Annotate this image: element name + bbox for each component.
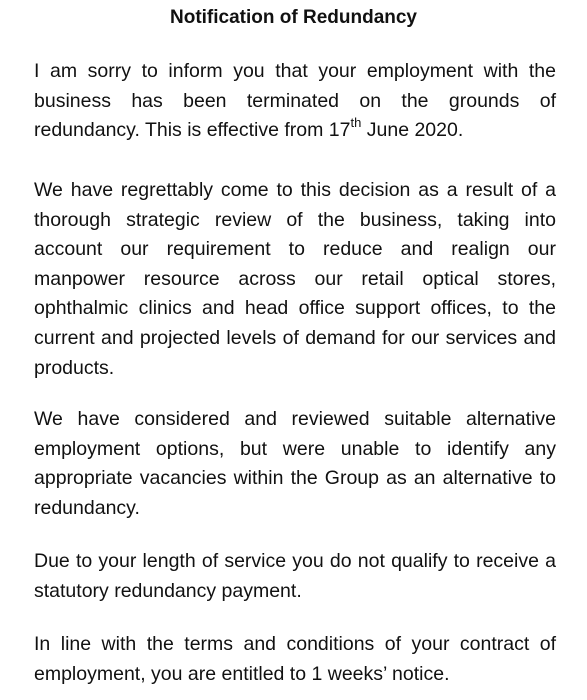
paragraph-notice: In line with the terms and conditions of your contract of employment, you are entitled to 1 weeks’ notice.: [34, 633, 556, 685]
paragraph-decision: We have regrettably come to this decision as a result of a thorough strategic review of the business, taking into account our requirement to reduce and realign our manpower resource across our retail optical stores, ophthalmic clinics and head office support offices, to the current and projected levels of demand for our services and products.: [34, 179, 556, 379]
document-title: Notification of Redundancy: [170, 7, 417, 28]
paragraph-termination-text: I am sorry to inform you that your employment with the business has been terminated on the grounds of redundancy. This is effective from 17: [34, 60, 556, 142]
paragraph-redundancy-payment: Due to your length of service you do not qualify to receive a statutory redundancy payment.: [34, 550, 556, 602]
paragraph-alternatives: We have considered and reviewed suitable alternative employment options, but were unable to identify any appropriate vacancies within the Group as an alternative to redundancy.: [34, 408, 556, 519]
paragraph-termination: [34, 57, 556, 146]
paragraph-termination-date-text: June 2020.: [361, 119, 464, 142]
ordinal-suffix: th: [350, 114, 362, 130]
